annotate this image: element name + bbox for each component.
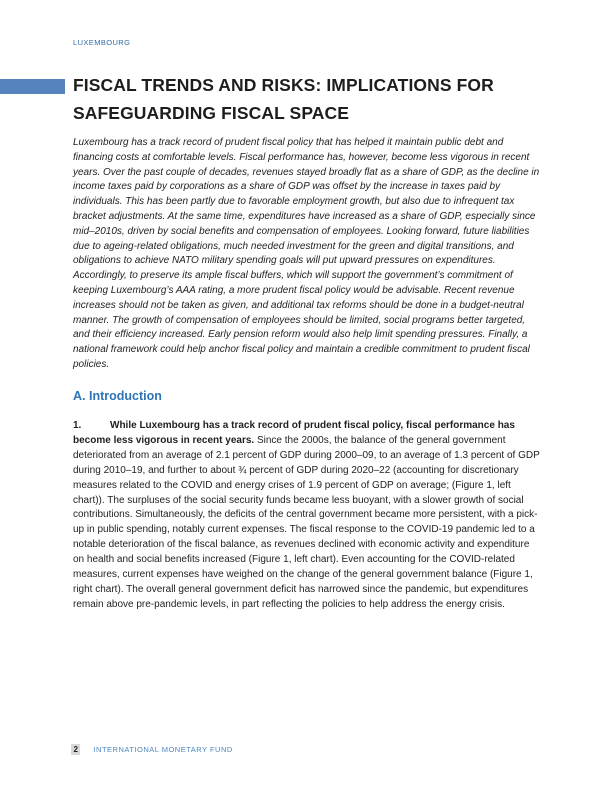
paragraph-1 [73, 419, 543, 613]
abstract-paragraph: Luxembourg has a track record of prudent fiscal policy that has helped it maintain public debt and financing costs at comfortable levels. Fiscal performance has, however, become less vigorous in recent years. Over the past couple of decades, revenues stayed broadly flat as a share of GDP, as the decline in income taxes paid by corporations as a share of GDP was offset by the increase in taxes paid by individuals. This has been partly due to favorable employment growth, but also due to infrequent tax bracket adjustments. At the same time, expenditures have increased as a share of GDP, especially since mid–2010s, driven by social benefits and compensation of employees. Looking forward, future liabilities due to ageing-related obligations, much needed investment for the green and digital transitions, and obligations to achieve NATO military spending goals will put upward pressures on expenditures. Accordingly, to preserve its ample fiscal buffers, which will support the government’s commitment of keeping Luxembourg’s AAA rating, a more prudent fiscal policy would be advisable. Recent revenue increases should not be taken as given, and additional tax reforms should be done in a budget-neutral manner. The growth of compensation of employees should be limited, social programs better targeted, and their efficiency increased. Early pension reform would also help limit spending pressures. Finally, a national framework could help anchor fiscal policy and maintain a credible commitment to prudent fiscal policies. [73, 137, 540, 370]
page-number: 2 [71, 744, 80, 755]
title-accent-bar [0, 79, 65, 94]
running-header: LUXEMBOURG [73, 38, 131, 47]
document-title: FISCAL TRENDS AND RISKS: IMPLICATIONS FOR SAFEGUARDING FISCAL SPACE [73, 75, 494, 123]
section-heading-introduction: A. Introduction [73, 389, 162, 403]
paragraph-lead-sentence: While Luxembourg has a track record of prudent fiscal policy, fiscal performance has become less vigorous in recent years. [73, 420, 515, 446]
paragraph-body-text: Since the 2000s, the balance of the general government deteriorated from an average of 2.1 percent of GDP during 2000–09, to an average of 1.3 percent of GDP during 2010–19, and further to about ¾ percent of GDP during 2020–22 (accounting for discretionary measures related to the COVID and energy crises of 1.9 percent of GDP on average; (Figure 1, left chart)). The surpluses of the social security funds became less buoyant, with a slower growth of social contributions. Simultaneously, the deficits of the central government became more persistent, with a pick-up in public spending, notably current expenses. The fiscal response to the COVID-19 pandemic led to a notable deterioration of the fiscal balance, as revenues declined with economic activity and expenditure on health and social benefits increased (Figure 1, left chart). Even accounting for the COVID-related measures, current expenses have weighed on the change of the general government balance (Figure 1, right chart). The overall general government deficit has narrowed since the pandemic, but expenditures remain above pre-pandemic levels, in part reflecting the policies to help address the energy crisis. [73, 434, 540, 610]
publisher-name: INTERNATIONAL MONETARY FUND [93, 745, 233, 754]
paragraph-number: 1. [73, 420, 82, 431]
page-footer [71, 744, 233, 755]
